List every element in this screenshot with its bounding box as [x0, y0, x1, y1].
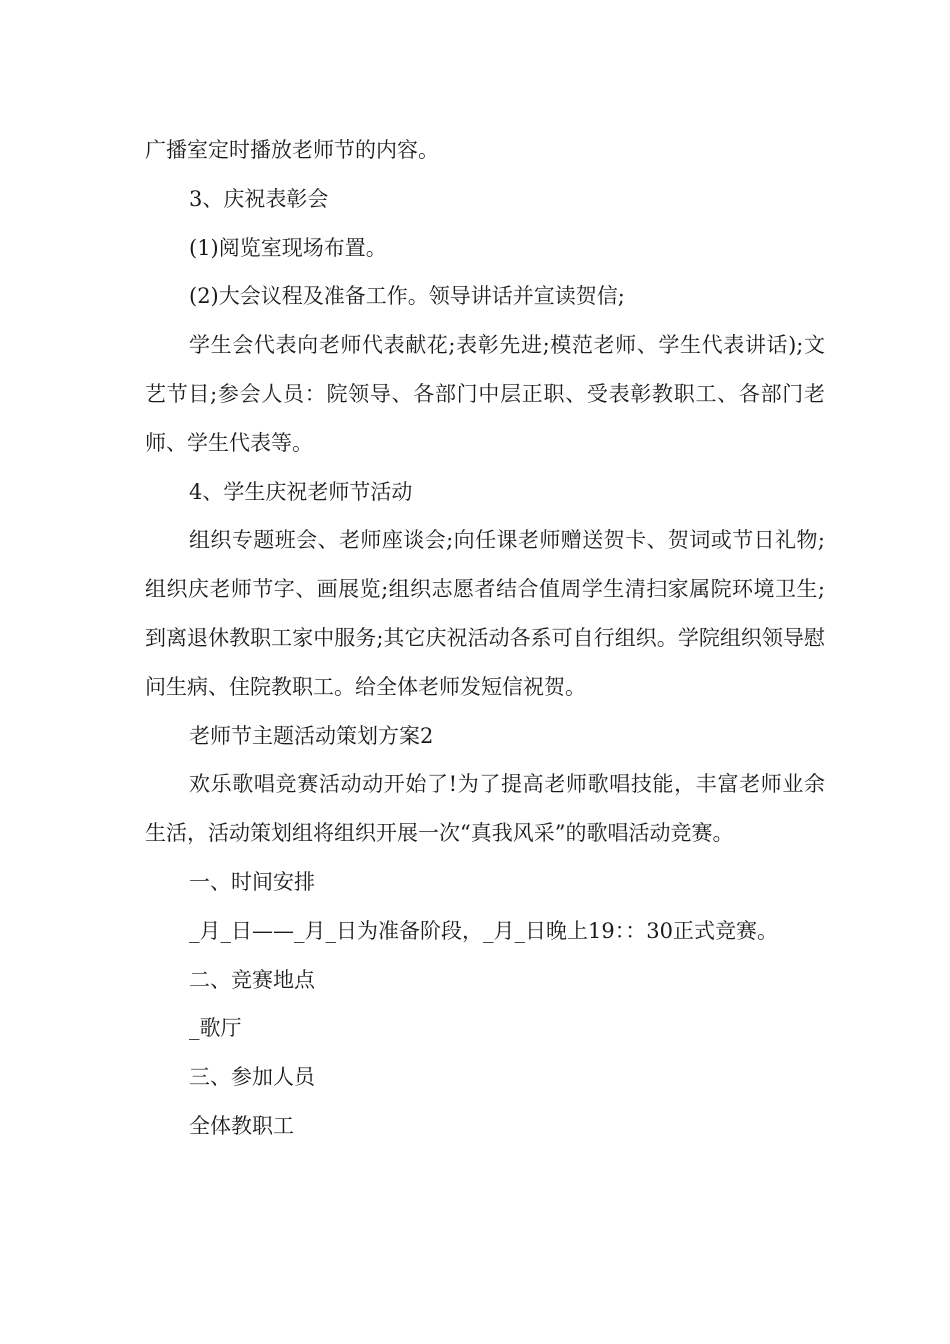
paragraph-schedule: _月_日——_月_日为准备阶段，_月_日晚上19：：30正式竞赛。 [189, 918, 778, 943]
heading-student-activities: 4、学生庆祝老师节活动 [189, 479, 413, 504]
paragraph-student-activities: 组织专题班会、老师座谈会;向任课老师赠送贺卡、贺词或节日礼物;组织庆老师节字、画展览;组织志愿者结合值周学生清扫家属院环境卫生;到离退休教职工家中服务;其它庆祝活动各系可自行组织。学院组织领导慰问生病、住院教职工。给全体老师发短信祝贺。 [145, 528, 825, 699]
document-body [145, 126, 825, 1151]
heading-participants: 三、参加人员 [189, 1065, 315, 1090]
paragraph-1: 广播室定时播放老师节的内容。 [145, 138, 439, 162]
list-item-reading-room: (1)阅览室现场布置。 [189, 235, 387, 260]
paragraph-participants: 全体教职工 [189, 1113, 294, 1138]
paragraph-agenda-details: 学生会代表向老师代表献花;表彰先进;模范老师、学生代表讲话);文艺节目;参会人员：院领导、各部门中层正职、受表彰教职工、各部门老师、学生代表等。 [145, 333, 825, 455]
heading-schedule: 一、时间安排 [189, 869, 315, 894]
paragraph-singing-contest: 欢乐歌唱竞赛活动动开始了!为了提高老师歌唱技能，丰富老师业余生活，活动策划组将组织开展一次“真我风采”的歌唱活动竞赛。 [145, 772, 825, 846]
paragraph-venue: _歌厅 [189, 1016, 242, 1041]
list-item-agenda: (2)大会议程及准备工作。领导讲话并宣读贺信; [189, 284, 625, 309]
heading-celebration-commendation: 3、庆祝表彰会 [189, 186, 329, 211]
heading-venue: 二、竞赛地点 [189, 967, 315, 992]
heading-plan-2: 老师节主题活动策划方案2 [189, 723, 434, 748]
